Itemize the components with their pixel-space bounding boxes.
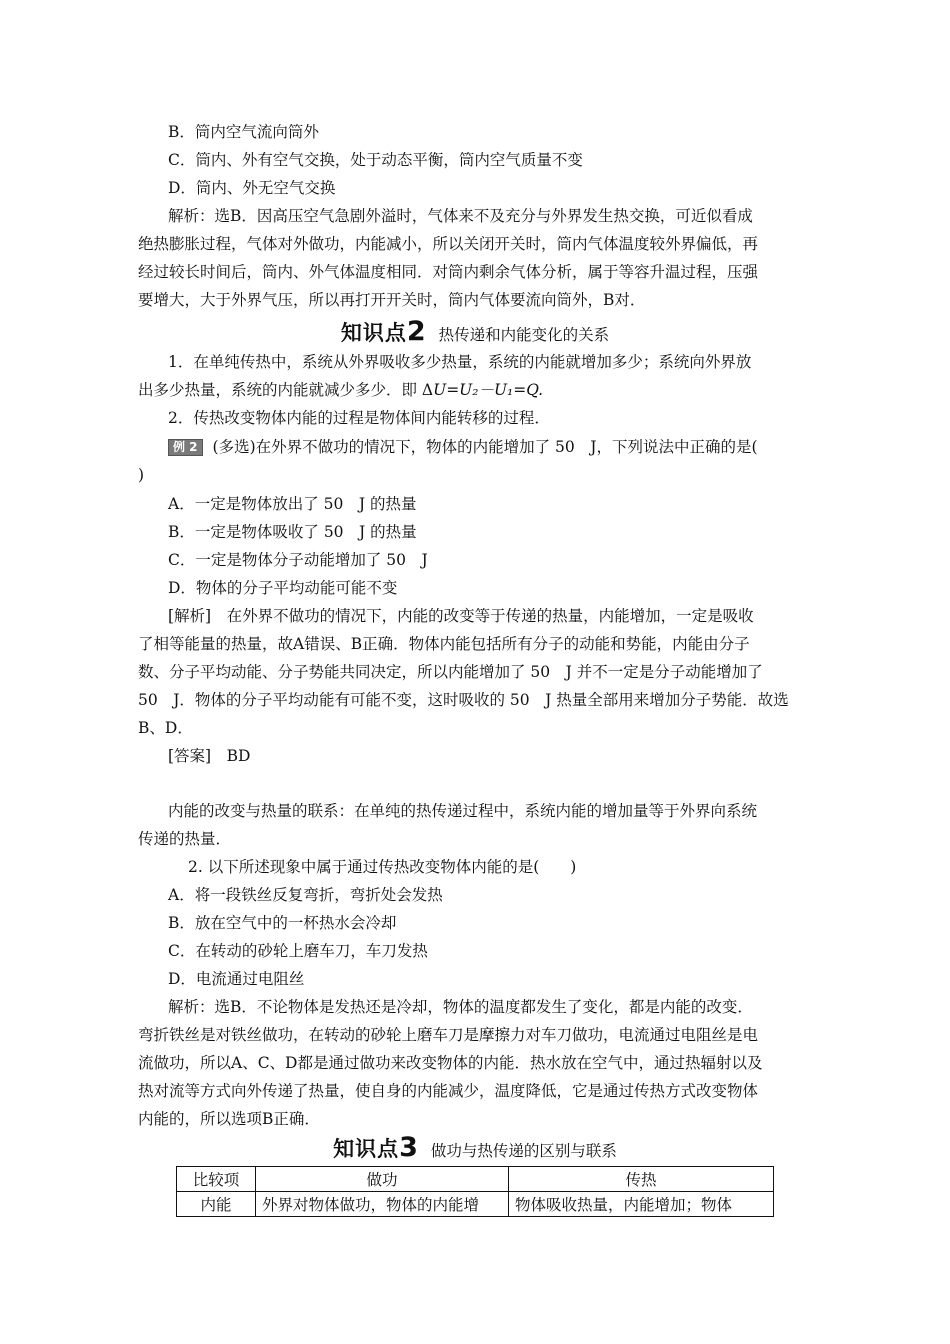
- q2-option-c: C．在转动的砂轮上磨车刀，车刀发热: [168, 942, 428, 960]
- example-2-analysis-line: 数、分子平均动能、分子势能共同决定，所以内能增加了 50 J 并不一定是分子动能增加了: [138, 663, 763, 681]
- summary-line: 内能的改变与热量的联系：在单纯的热传递过程中，系统内能的增加量等于外界向系统: [168, 802, 758, 820]
- table-cell: 外界对物体做功，物体的内能增: [256, 1192, 509, 1217]
- example-2-stem-text: (多选)在外界不做功的情况下，物体的内能增加了 50 J，下列说法中正确的是(: [212, 438, 758, 456]
- table-cell: 内能: [177, 1192, 256, 1217]
- q1-analysis-line: 要增大，大于外界气压，所以再打开开关时，筒内气体要流向筒外，B对．: [138, 291, 646, 309]
- energy-formula: U=U₂－U₁=Q.: [433, 381, 544, 399]
- knowledge-point-title: 知识点: [340, 321, 407, 345]
- q1-analysis-line: 解析：选B．因高压空气急剧外溢时，气体来不及充分与外界发生热交换，可近似看成: [168, 207, 753, 225]
- table-header-cell: 比较项: [177, 1167, 256, 1192]
- example-2-stem: [168, 437, 848, 457]
- q2-analysis-line: 内能的，所以选项B正确．: [138, 1110, 320, 1128]
- q2-stem: 2. 以下所述现象中属于通过传热改变物体内能的是( ): [188, 858, 577, 876]
- example-2-answer: [答案] BD: [168, 747, 251, 765]
- table-header-cell: 传热: [509, 1167, 774, 1192]
- q2-option-a: A．将一段铁丝反复弯折，弯折处会发热: [168, 886, 443, 904]
- table-cell: 物体吸收热量，内能增加；物体: [509, 1192, 774, 1217]
- q2-option-d: D．电流通过电阻丝: [168, 970, 305, 988]
- example-2-analysis-line: B、D．: [138, 719, 193, 737]
- q1-analysis-line: 绝热膨胀过程，气体对外做功，内能减小，所以关闭开关时，筒内气体温度较外界偏低，再: [138, 235, 759, 253]
- q1-option-c: C．筒内、外有空气交换，处于动态平衡，筒内空气质量不变: [168, 151, 583, 169]
- kp2-point-1: 1．在单纯传热中，系统从外界吸收多少热量，系统的内能就增加多少；系统向外界放: [168, 353, 752, 371]
- q1-option-d: D．筒内、外无空气交换: [168, 179, 336, 197]
- example-2-option-d: D．物体的分子平均动能可能不变: [168, 579, 398, 597]
- example-2-option-a: A．一定是物体放出了 50 J 的热量: [168, 495, 417, 513]
- example-2-analysis-line: 50 J．物体的分子平均动能有可能不变，这时吸收的 50 J 热量全部用来增加分子势能．故选: [138, 691, 789, 709]
- q2-analysis-line: 解析：选B．不论物体是发热还是冷却，物体的温度都发生了变化，都是内能的改变．: [168, 998, 753, 1016]
- knowledge-point-2-heading: [0, 316, 950, 347]
- example-badge: 例 2: [168, 439, 203, 456]
- example-2-option-b: B．一定是物体吸收了 50 J 的热量: [168, 523, 417, 541]
- knowledge-point-number: 2: [406, 316, 427, 347]
- knowledge-point-subtitle: 做功与热传递的区别与联系: [430, 1142, 617, 1160]
- q1-analysis-line: 经过较长时间后，筒内、外气体温度相同．对筒内剩余气体分析，属于等容升温过程，压强: [138, 263, 759, 281]
- knowledge-point-3-heading: [0, 1132, 950, 1163]
- table-header-row: [177, 1167, 774, 1192]
- knowledge-point-subtitle: 热传递和内能变化的关系: [438, 326, 610, 344]
- comparison-table: [176, 1166, 774, 1217]
- kp2-point-2: 2．传热改变物体内能的过程是物体间内能转移的过程．: [168, 409, 550, 427]
- table-header-cell: 做功: [256, 1167, 509, 1192]
- summary-line: 传递的热量．: [138, 830, 232, 848]
- kp2-point-1-cont: [138, 380, 818, 400]
- knowledge-point-title: 知识点: [333, 1137, 400, 1161]
- q1-option-b: B．筒内空气流向筒外: [168, 123, 319, 141]
- q2-analysis-line: 热对流等方式向外传递了热量，使自身的内能减少，温度降低，它是通过传热方式改变物体: [138, 1082, 759, 1100]
- example-2-stem-end: ): [138, 466, 145, 484]
- knowledge-point-number: 3: [399, 1132, 419, 1163]
- q2-option-b: B．放在空气中的一杯热水会冷却: [168, 914, 397, 932]
- q2-analysis-line: 流做功，所以A、C、D都是通过做功来改变物体的内能．热水放在空气中，通过热辐射以及: [138, 1054, 763, 1072]
- table-row: [177, 1192, 774, 1217]
- example-2-analysis-line: [解析] 在外界不做功的情况下，内能的改变等于传递的热量，内能增加，一定是吸收: [168, 607, 754, 625]
- q2-analysis-line: 弯折铁丝是对铁丝做功，在转动的砂轮上磨车刀是摩擦力对车刀做功，电流通过电阻丝是电: [138, 1026, 759, 1044]
- kp2-point-1-text: 出多少热量，系统的内能就减少多少．即 Δ: [138, 381, 434, 399]
- example-2-option-c: C．一定是物体分子动能增加了 50 J: [168, 551, 428, 569]
- example-2-analysis-line: 了相等能量的热量，故A错误、B正确．物体内能包括所有分子的动能和势能，内能由分子: [138, 635, 750, 653]
